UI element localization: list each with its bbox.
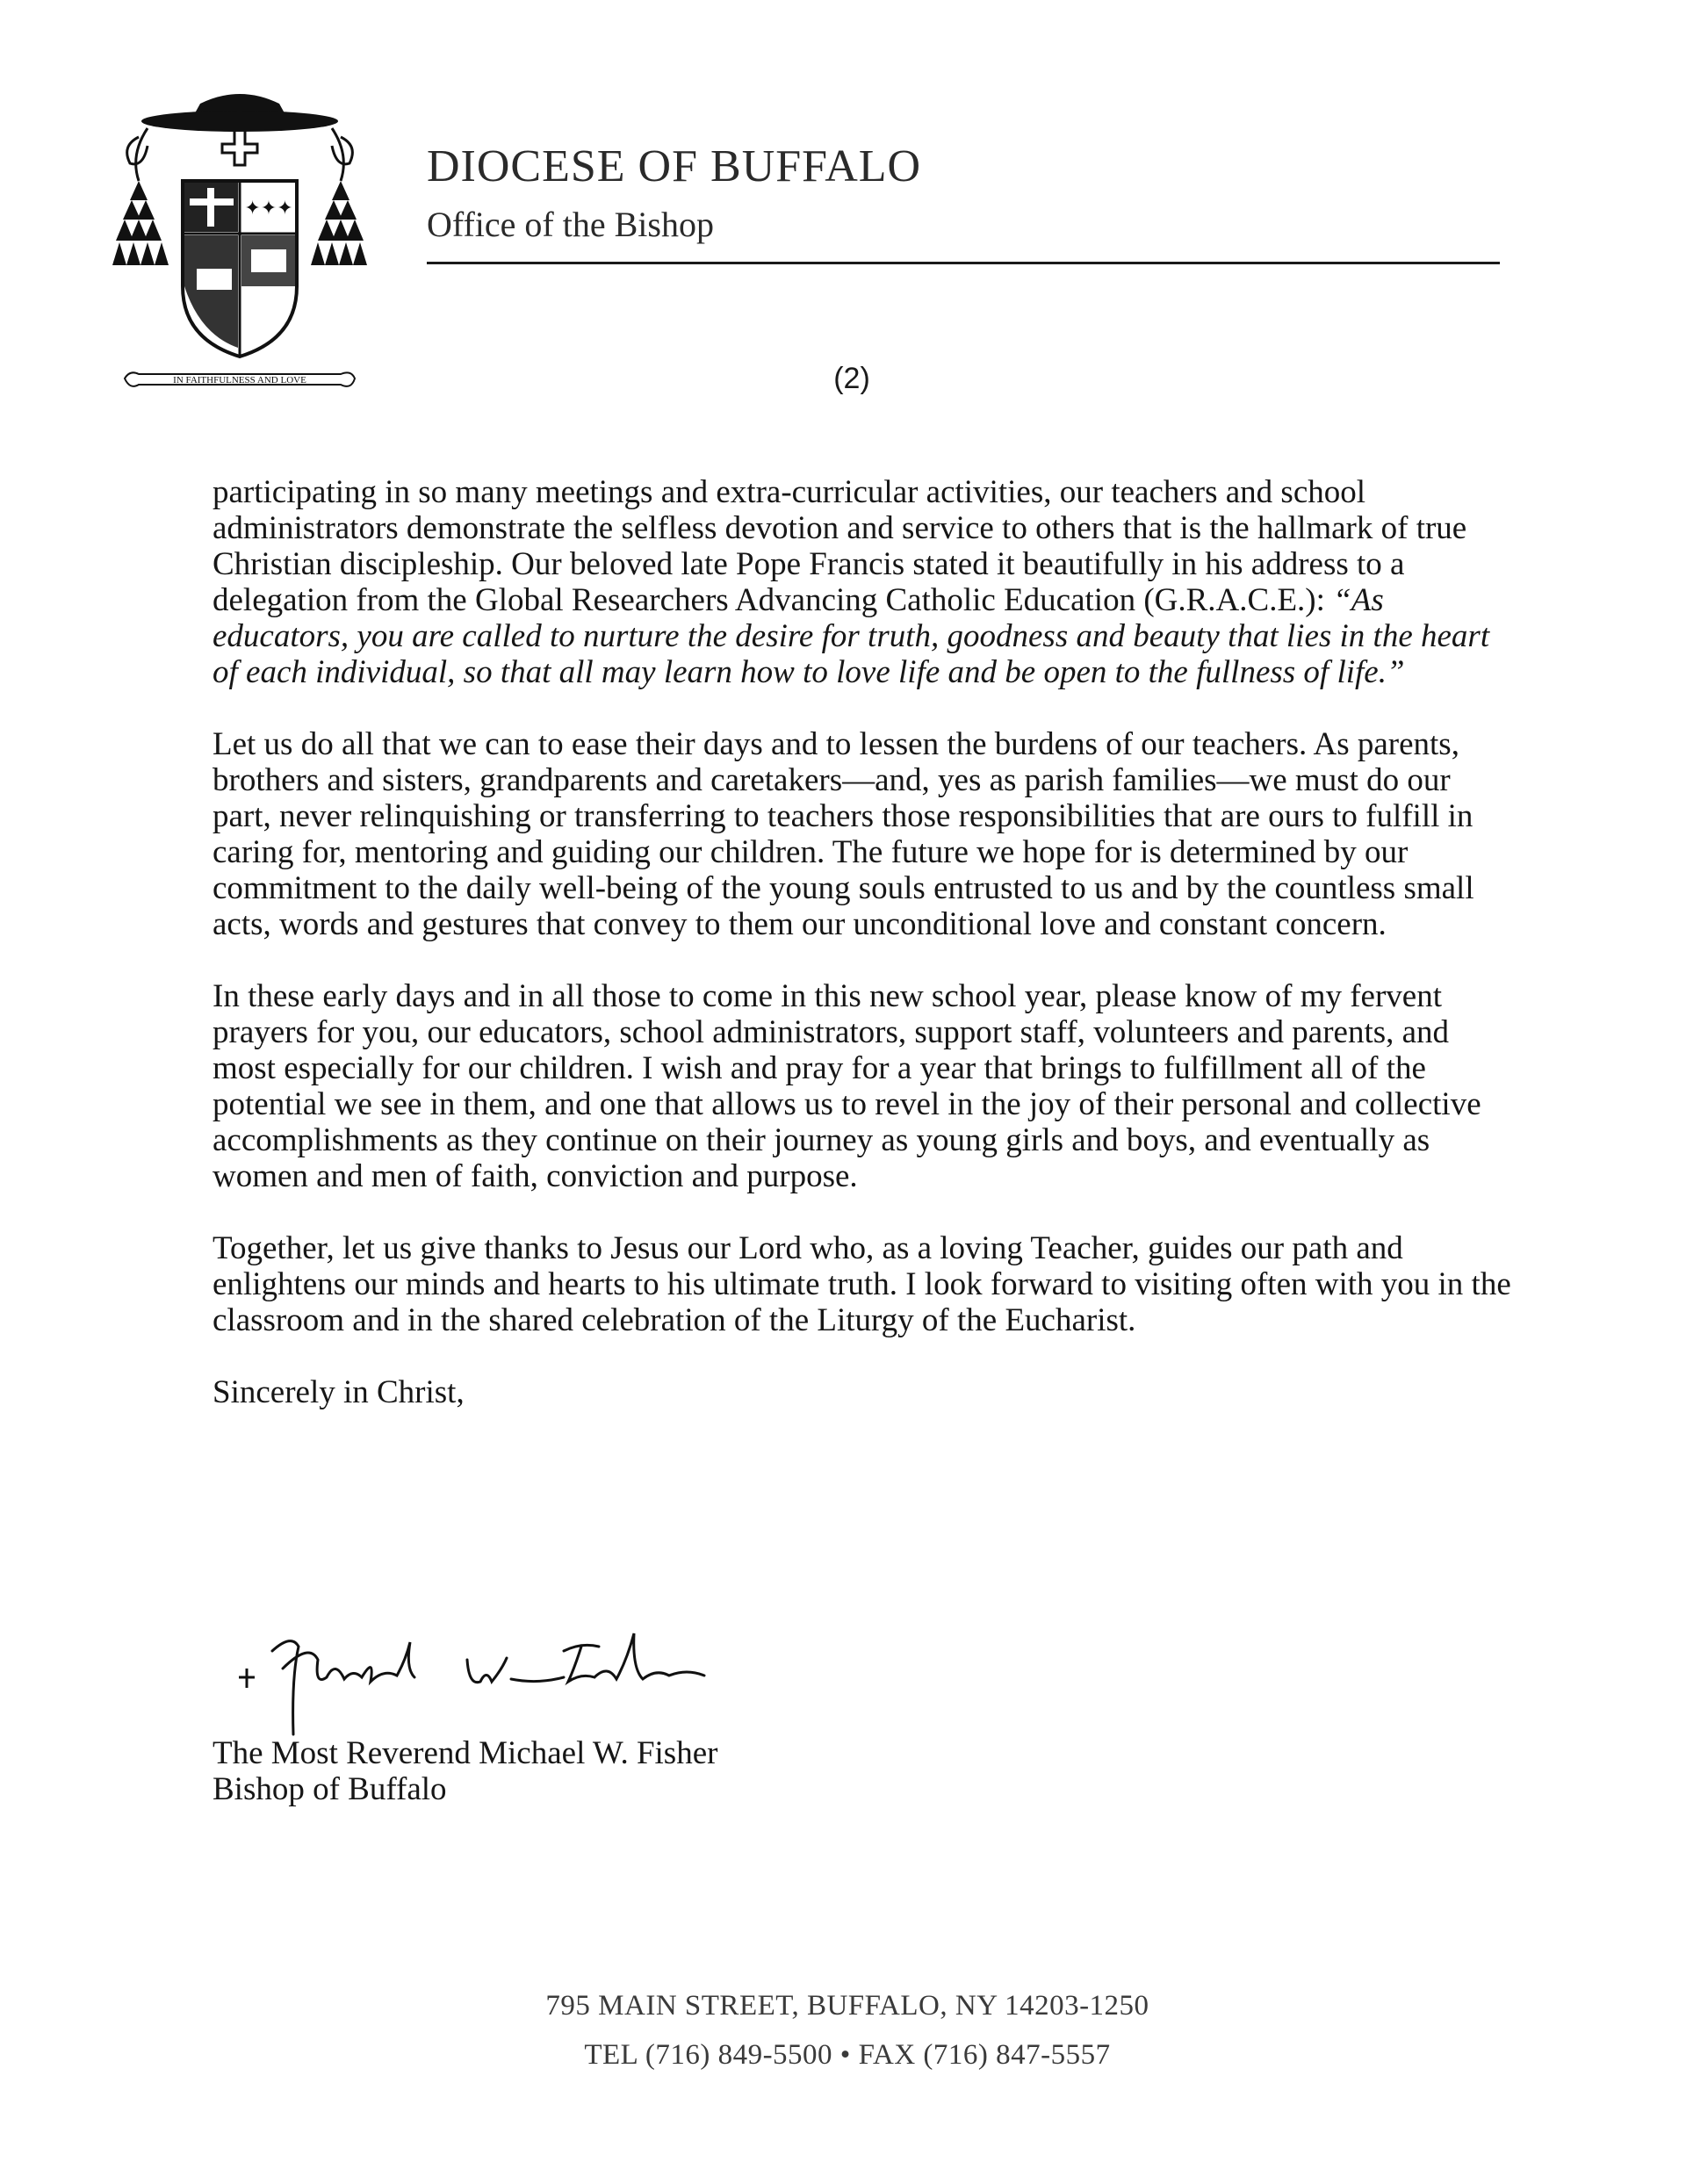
letterhead-divider bbox=[427, 262, 1500, 264]
letterhead-title: DIOCESE OF BUFFALO bbox=[427, 141, 922, 191]
footer-phones: TEL (716) 849-5500 • FAX (716) 847-5557 bbox=[584, 2039, 1111, 2071]
letter-body bbox=[213, 474, 1512, 1410]
paragraph-4: Together, let us give thanks to Jesus our Lord who, as a loving Teacher, guides our path and enlightens our minds and hearts to his ultimate truth. I look forward to visiting often with you in the classroom and in the shared celebration of the Liturgy of the Eucharist. bbox=[213, 1230, 1511, 1338]
signer-name: The Most Reverend Michael W. Fisher bbox=[213, 1735, 718, 1771]
letterhead-footer bbox=[0, 1981, 1686, 2079]
closing-salutation: Sincerely in Christ, bbox=[213, 1374, 465, 1410]
footer-address: 795 MAIN STREET, BUFFALO, NY 14203-1250 bbox=[545, 1990, 1149, 2022]
handwritten-signature bbox=[230, 1607, 757, 1739]
signer-title: Bishop of Buffalo bbox=[213, 1771, 447, 1807]
page-number: (2) bbox=[833, 362, 870, 395]
paragraph-1-text: participating in so many meetings and extra-curricular activities, our teachers and school administrators demonstrate the selfless devotion and service to others that is the hallmark of true Christian discipleship. Our beloved late Pope Francis stated it beautifully in his address to a delegation from the Global Researchers Advancing Catholic Education (G.R.A.C.E.): bbox=[213, 474, 1467, 618]
paragraph-1 bbox=[213, 474, 1512, 690]
letterhead-subtitle: Office of the Bishop bbox=[427, 205, 714, 244]
motto-text: IN FAITHFULNESS AND LOVE bbox=[173, 375, 306, 386]
signature-block bbox=[213, 1735, 717, 1807]
svg-text:✦✦✦: ✦✦✦ bbox=[244, 198, 293, 220]
pope-francis-quote: “As educators, you are called to nurture the desire for truth, goodness and beauty that lies in the heart of each individual, so that all may learn how to love life and be open to the fullness of life.” bbox=[213, 582, 1490, 690]
coat-of-arms-icon bbox=[112, 84, 367, 400]
paragraph-3: In these early days and in all those to come in this new school year, please know of my fervent prayers for you, our educators, school administrators, support staff, volunteers and parents, and most especially for our children. I wish and pray for a year that brings to fulfillment all of the potential we see in them, and one that allows us to revel in the joy of their personal and collective accomplishments as they continue on their journey as young girls and boys, and eventually as women and men of faith, conviction and purpose. bbox=[213, 978, 1481, 1194]
paragraph-2: Let us do all that we can to ease their days and to lessen the burdens of our teachers. As parents, brothers and sisters, grandparents and caretakers—and, yes as parish families—we must do our part, never relinquishing or transferring to teachers those responsibilities that are ours to fulfill in caring for, mentoring and guiding our children. The future we hope for is determined by our commitment to the daily well-being of the young souls entrusted to us and by the countless small acts, words and gestures that convey to them our unconditional love and constant concern. bbox=[213, 726, 1474, 942]
